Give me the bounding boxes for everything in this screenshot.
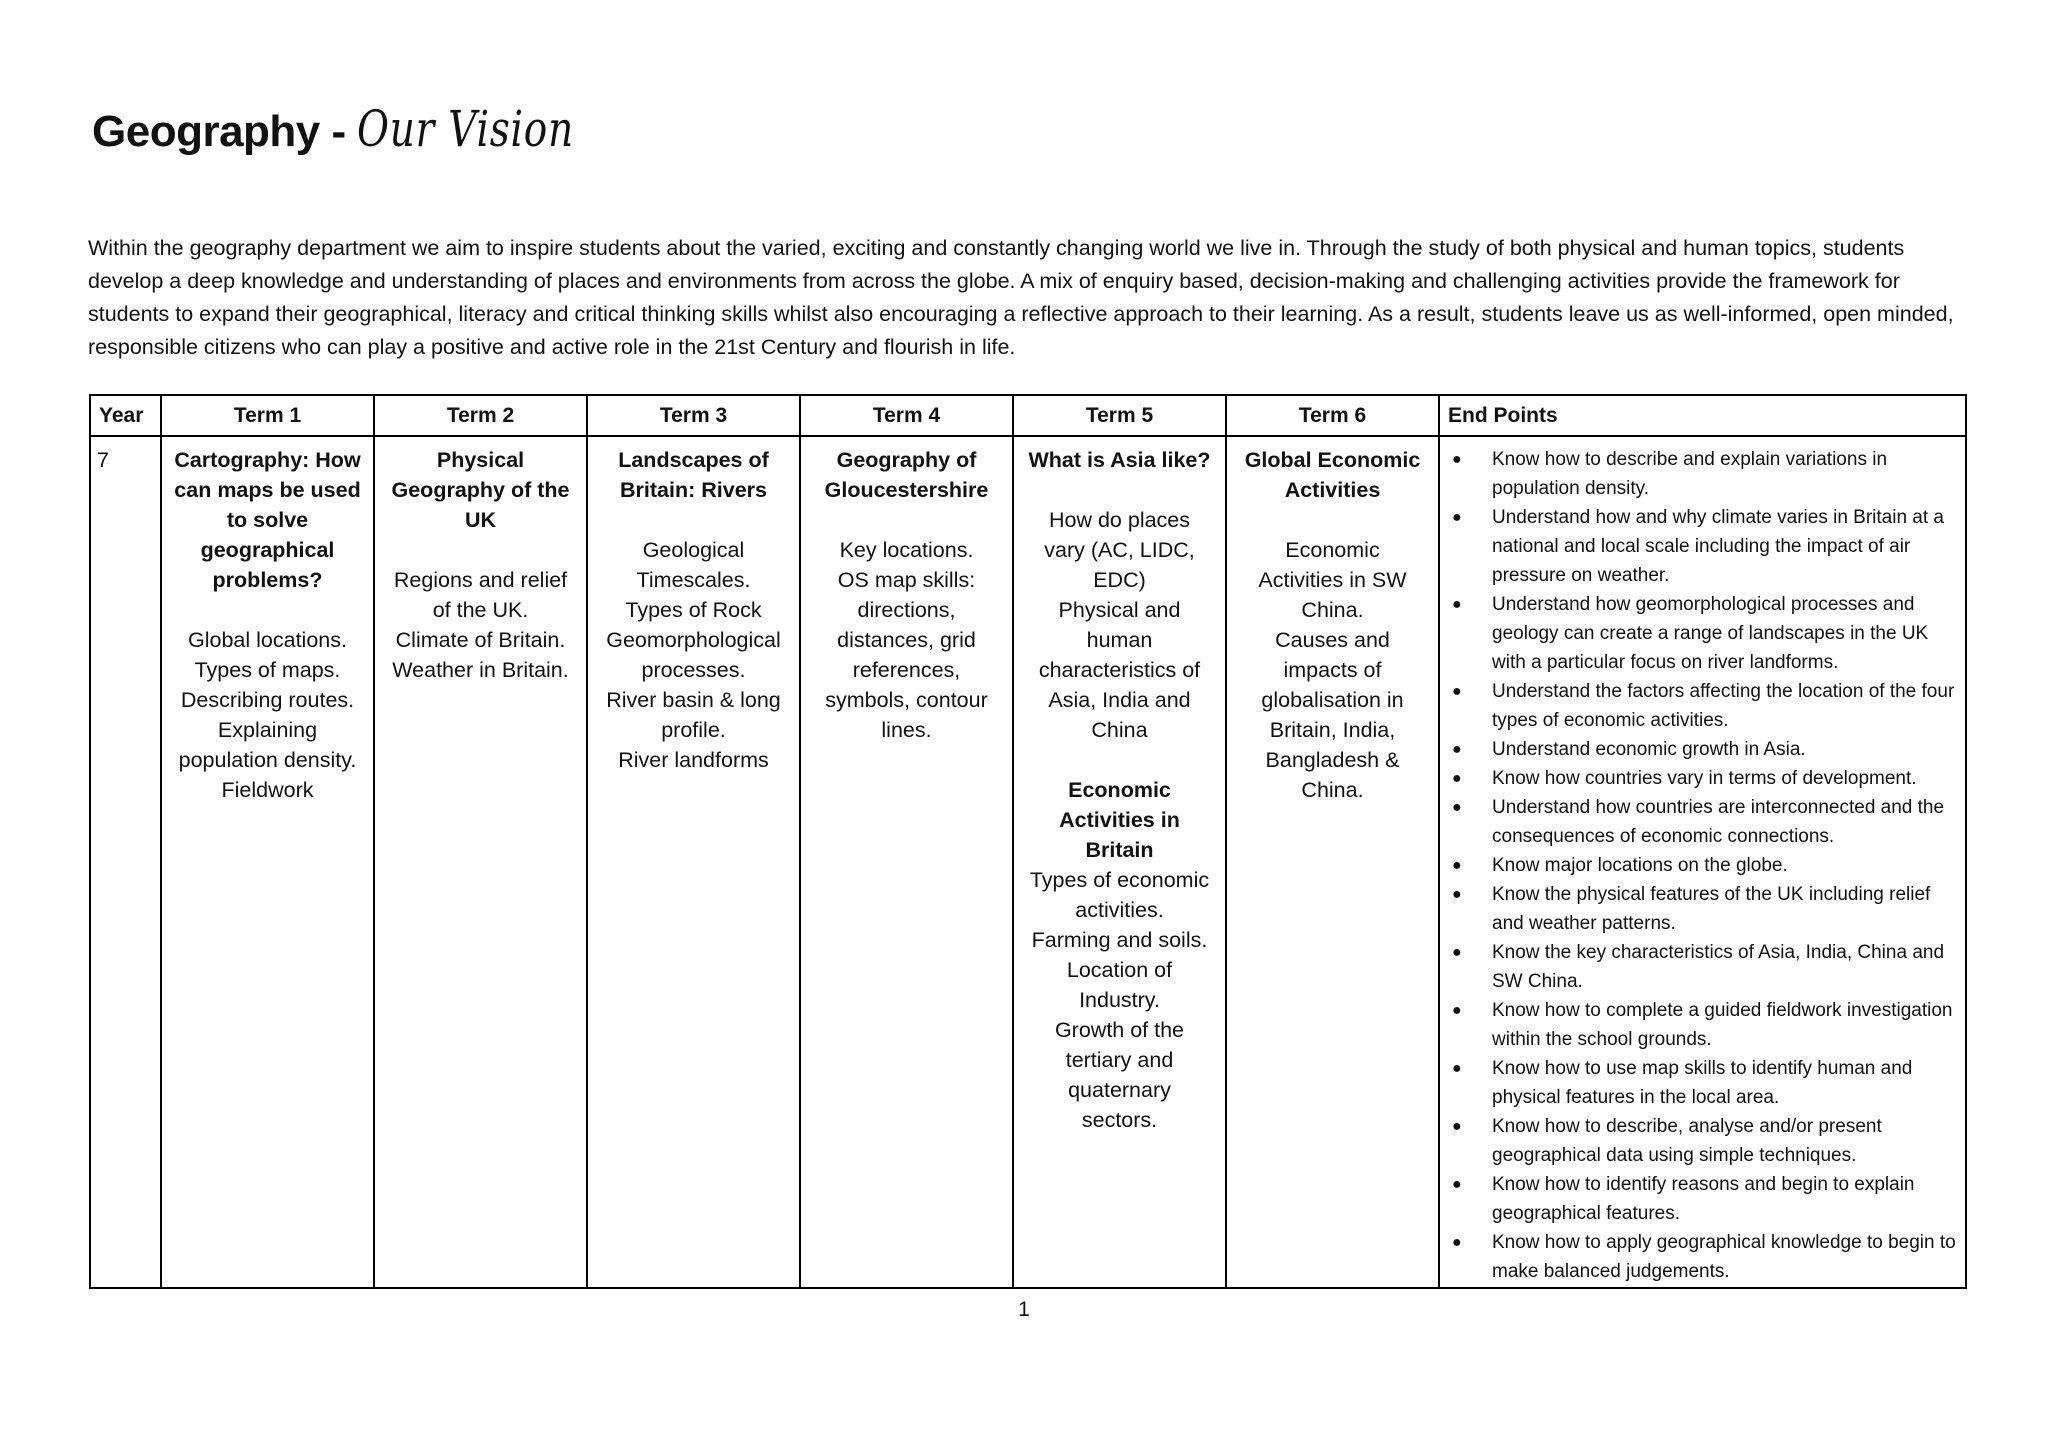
header-term-2: Term 2 xyxy=(374,395,587,436)
end-point-text: Understand how and why climate varies in Britain at a national and local scale including the impact of air pressure on weather. xyxy=(1492,507,1945,586)
list-item xyxy=(1446,851,1959,880)
end-point-text: Know how to describe, analyse and/or present geographical data using simple techniques. xyxy=(1492,1116,1882,1166)
term-title-line: Activities in xyxy=(1059,808,1180,832)
term-cell-2 xyxy=(374,436,587,1288)
spacer xyxy=(594,505,793,535)
list-item xyxy=(1446,793,1959,851)
term-topic-line: China xyxy=(1091,718,1148,742)
term-topic-line: Types of maps. xyxy=(194,658,341,682)
term-topic-line: globalisation in xyxy=(1261,688,1404,712)
bullet-icon: ● xyxy=(1452,857,1462,874)
term-topic-line: population density. xyxy=(178,748,357,772)
end-point-text: Know major locations on the globe. xyxy=(1492,855,1788,876)
spacer xyxy=(381,535,580,565)
bullet-icon: ● xyxy=(1452,1176,1462,1193)
spacer xyxy=(1020,475,1219,505)
term-topic-line: Industry. xyxy=(1079,988,1160,1012)
term-cell-4 xyxy=(800,436,1013,1288)
end-point-text: Understand how countries are interconnected and the consequences of economic connections. xyxy=(1492,797,1945,847)
end-point-text: Understand how geomorphological processes and geology can create a range of landscapes in the UK with a particular focus on river landforms. xyxy=(1492,594,1929,673)
term-title-line: to solve xyxy=(226,508,309,532)
list-item xyxy=(1446,445,1959,503)
term-topic-line: human xyxy=(1086,628,1153,652)
term-topic-line: characteristics of xyxy=(1038,658,1201,682)
term-topic-line: Farming and soils. xyxy=(1031,928,1208,952)
header-term-5: Term 5 xyxy=(1013,395,1226,436)
header-term-3: Term 3 xyxy=(587,395,800,436)
term-topic-line: Types of economic xyxy=(1029,868,1210,892)
intro-paragraph: Within the geography department we aim to inspire students about the varied, exciting and constantly changing world we live in. Through the study of both physical and human topics, students develop a deep knowledge and understanding of places and environments from across the globe. A mix of enquiry based, decision-making and challenging activities provide the framework for students to expand their geographical, literacy and critical thinking skills whilst also encouraging a reflective approach to their learning. As a result, students leave us as well-informed, open minded, responsible citizens who can play a positive and active role in the 21st Century and flourish in life. xyxy=(88,236,1954,359)
term-topic-line: China. xyxy=(1301,778,1364,802)
list-item xyxy=(1446,503,1959,590)
term-topic-line: Fieldwork xyxy=(221,778,314,802)
end-point-text: Know how countries vary in terms of development. xyxy=(1492,768,1917,789)
list-item xyxy=(1446,677,1959,735)
term-topic-line: River basin & long xyxy=(606,688,781,712)
bullet-icon: ● xyxy=(1452,509,1462,526)
term-title-line: problems? xyxy=(212,568,323,592)
table-header-row xyxy=(90,395,1966,436)
header-term-4: Term 4 xyxy=(800,395,1013,436)
term-topic-line: Physical and xyxy=(1058,598,1181,622)
spacer xyxy=(1233,505,1432,535)
term-topic-line: tertiary and xyxy=(1065,1048,1174,1072)
term-topic-line: Climate of Britain. xyxy=(395,628,566,652)
term-title-line: Activities xyxy=(1284,478,1381,502)
term-title-line: geographical xyxy=(200,538,335,562)
page-title xyxy=(92,100,636,158)
end-point-text: Know how to apply geographical knowledge to begin to make balanced judgements. xyxy=(1492,1232,1956,1282)
bullet-icon: ● xyxy=(1452,1060,1462,1077)
term-topic-line: Geomorphological xyxy=(606,628,781,652)
bullet-icon: ● xyxy=(1452,596,1462,613)
list-item xyxy=(1446,735,1959,764)
spacer xyxy=(168,595,367,625)
term-title-line: Gloucestershire xyxy=(824,478,989,502)
term-cell-3 xyxy=(587,436,800,1288)
term-topic-line: Explaining xyxy=(217,718,318,742)
end-point-text: Know the physical features of the UK including relief and weather patterns. xyxy=(1492,884,1931,934)
list-item xyxy=(1446,880,1959,938)
curriculum-table xyxy=(89,394,1967,1289)
end-point-text: Know how to identify reasons and begin to explain geographical features. xyxy=(1492,1174,1915,1224)
year-cell: 7 xyxy=(90,436,161,1288)
term-topic-line: distances, grid xyxy=(837,628,976,652)
term-topic-line: OS map skills: xyxy=(837,568,976,592)
page-number: 1 xyxy=(1018,1298,1030,1321)
term-topic-line: Location of xyxy=(1066,958,1173,982)
term-title-line: UK xyxy=(464,508,497,532)
term-topic-line: sectors. xyxy=(1081,1108,1158,1132)
term-cell-6 xyxy=(1226,436,1439,1288)
list-item xyxy=(1446,1112,1959,1170)
term-topic-line: How do places xyxy=(1048,508,1191,532)
term-topic-line: processes. xyxy=(641,658,746,682)
term-topic-line: Bangladesh & xyxy=(1265,748,1400,772)
term-title-line: Britain xyxy=(1085,838,1154,862)
term-topic-line: activities. xyxy=(1075,898,1164,922)
term-title-line: What is Asia like? xyxy=(1028,448,1211,472)
term-topic-line: Economic xyxy=(1285,538,1380,562)
term-topic-line: Key locations. xyxy=(839,538,974,562)
table-row xyxy=(90,436,1966,1288)
header-year: Year xyxy=(90,395,161,436)
term-topic-line: symbols, contour xyxy=(825,688,988,712)
end-point-text: Know the key characteristics of Asia, India, China and SW China. xyxy=(1492,942,1945,992)
end-points-list xyxy=(1446,445,1959,1286)
term-topic-line: Asia, India and xyxy=(1048,688,1191,712)
term-topic-line: River landforms xyxy=(618,748,769,772)
list-item xyxy=(1446,764,1959,793)
spacer xyxy=(1020,745,1219,775)
term-topic-line: Geological xyxy=(642,538,745,562)
term-topic-line: vary (AC, LIDC, xyxy=(1044,538,1195,562)
term-topic-line: Activities in SW xyxy=(1258,568,1407,592)
list-item xyxy=(1446,590,1959,677)
term-topic-line: Regions and relief xyxy=(393,568,568,592)
bullet-icon: ● xyxy=(1452,451,1462,468)
title-main: Geography - xyxy=(92,107,358,156)
term-topic-line: Global locations. xyxy=(188,628,347,652)
list-item xyxy=(1446,938,1959,996)
term-title-line: Britain: Rivers xyxy=(620,478,767,502)
bullet-icon: ● xyxy=(1452,770,1462,787)
term-title-line: can maps be used xyxy=(174,478,361,502)
term-title-line: Economic xyxy=(1068,778,1171,802)
term-topic-line: references, xyxy=(852,658,961,682)
term-topic-line: Weather in Britain. xyxy=(392,658,569,682)
term-topic-line: lines. xyxy=(881,718,932,742)
term-topic-line: of the UK. xyxy=(432,598,529,622)
term-topic-line: Describing routes. xyxy=(180,688,355,712)
term-title-line: Geography of the xyxy=(391,478,570,502)
term-title-line: Landscapes of xyxy=(618,448,769,472)
term-topic-line: Causes and xyxy=(1275,628,1390,652)
term-title-line: Geography of xyxy=(836,448,977,472)
bullet-icon: ● xyxy=(1452,944,1462,961)
bullet-icon: ● xyxy=(1452,741,1462,758)
list-item xyxy=(1446,1170,1959,1228)
end-points-cell xyxy=(1439,436,1966,1288)
bullet-icon: ● xyxy=(1452,1118,1462,1135)
list-item xyxy=(1446,1228,1959,1286)
term-topic-line: Types of Rock xyxy=(625,598,762,622)
end-point-text: Know how to use map skills to identify human and physical features in the local area. xyxy=(1492,1058,1913,1108)
title-script: Our Vision xyxy=(357,100,575,158)
term-topic-line: profile. xyxy=(661,718,726,742)
term-topic-line: Timescales. xyxy=(636,568,751,592)
header-term-6: Term 6 xyxy=(1226,395,1439,436)
list-item xyxy=(1446,996,1959,1054)
bullet-icon: ● xyxy=(1452,799,1462,816)
term-title-line: Global Economic xyxy=(1244,448,1421,472)
term-topic-line: impacts of xyxy=(1283,658,1382,682)
end-point-text: Know how to describe and explain variations in population density. xyxy=(1492,449,1888,499)
bullet-icon: ● xyxy=(1452,886,1462,903)
term-cell-5 xyxy=(1013,436,1226,1288)
bullet-icon: ● xyxy=(1452,683,1462,700)
header-end-points: End Points xyxy=(1439,395,1966,436)
term-cell-1 xyxy=(161,436,374,1288)
term-topic-line: quaternary xyxy=(1068,1078,1171,1102)
spacer xyxy=(807,505,1006,535)
bullet-icon: ● xyxy=(1452,1234,1462,1251)
end-point-text: Understand economic growth in Asia. xyxy=(1492,739,1806,760)
term-title-line: Cartography: How xyxy=(174,448,361,472)
end-point-text: Know how to complete a guided fieldwork investigation within the school grounds. xyxy=(1492,1000,1953,1050)
term-topic-line: China. xyxy=(1301,598,1364,622)
header-term-1: Term 1 xyxy=(161,395,374,436)
term-topic-line: directions, xyxy=(857,598,956,622)
term-title-line: Physical xyxy=(436,448,525,472)
term-topic-line: EDC) xyxy=(1093,568,1146,592)
bullet-icon: ● xyxy=(1452,1002,1462,1019)
term-topic-line: Britain, India, xyxy=(1269,718,1396,742)
list-item xyxy=(1446,1054,1959,1112)
end-point-text: Understand the factors affecting the location of the four types of economic activities. xyxy=(1492,681,1955,731)
term-topic-line: Growth of the xyxy=(1054,1018,1185,1042)
